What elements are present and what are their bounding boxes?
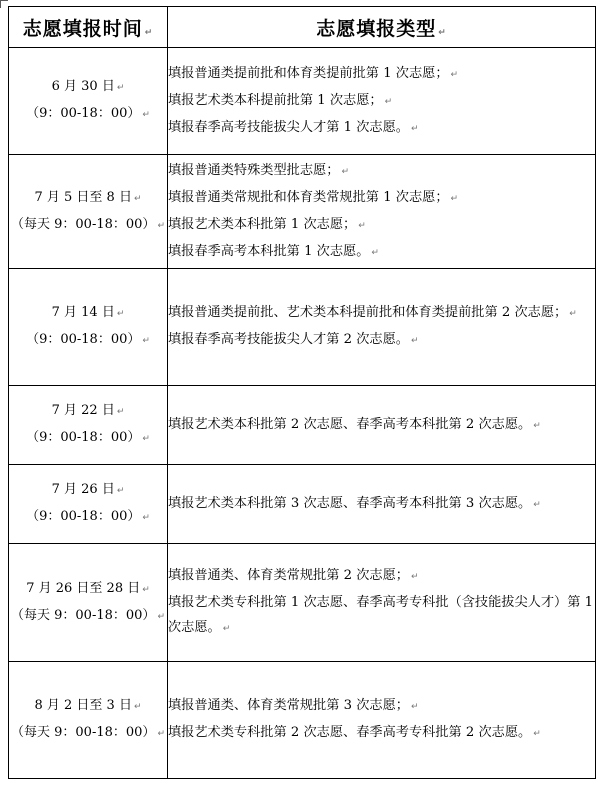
type-item: 填报艺术类专科批第 2 次志愿、春季高考专科批第 2 次志愿。 ↵ bbox=[168, 725, 541, 740]
type-item: 填报艺术类本科批第 3 次志愿、春季高考本科批第 3 次志愿。 ↵ bbox=[168, 495, 541, 511]
type-cell bbox=[168, 269, 596, 386]
date-text: 8 月 2 日至 3 日 ↵ bbox=[34, 698, 142, 713]
type-cell bbox=[168, 465, 596, 544]
hours-text: （每天 9：00-18：00） ↵ bbox=[11, 725, 165, 740]
time-cell bbox=[9, 48, 168, 155]
type-item: 填报春季高考技能拔尖人才第 2 次志愿。 ↵ bbox=[168, 332, 419, 347]
hours-text: （9：00-18：00） ↵ bbox=[26, 430, 150, 445]
time-cell bbox=[9, 465, 168, 544]
type-item: 填报普通类特殊类型批志愿； ↵ bbox=[168, 162, 349, 178]
header-type: 志愿填报类型 ↵ bbox=[168, 7, 596, 48]
date-text: 7 月 5 日至 8 日 ↵ bbox=[34, 189, 142, 205]
table-row bbox=[9, 662, 596, 779]
type-item: 填报普通类提前批、艺术类本科提前批和体育类提前批第 2 次志愿； ↵ bbox=[168, 305, 577, 320]
type-item: 填报艺术类本科批第 1 次志愿； ↵ bbox=[168, 216, 366, 232]
type-item: 填报春季高考本科批第 1 次志愿。 ↵ bbox=[168, 243, 379, 259]
table-row bbox=[9, 48, 596, 155]
type-cell bbox=[168, 48, 596, 155]
table-row bbox=[9, 544, 596, 662]
date-text: 7 月 14 日 ↵ bbox=[51, 305, 125, 320]
header-time: 志愿填报时间 ↵ bbox=[9, 7, 168, 48]
type-cell bbox=[168, 662, 596, 779]
time-cell bbox=[9, 544, 168, 662]
table-row bbox=[9, 465, 596, 544]
table-header-row bbox=[9, 7, 596, 48]
time-cell bbox=[9, 386, 168, 465]
table-row bbox=[9, 386, 596, 465]
type-item: 填报春季高考技能拔尖人才第 1 次志愿。 ↵ bbox=[168, 119, 419, 135]
type-item: 填报艺术类专科批第 1 次志愿、春季高考专科批（含技能拔尖人才）第 1 次志愿。 ↵ bbox=[168, 595, 593, 635]
date-text: 7 月 26 日至 28 日 ↵ bbox=[26, 580, 150, 596]
date-text: 7 月 22 日 ↵ bbox=[51, 403, 125, 418]
hours-text: （9：00-18：00） ↵ bbox=[26, 332, 150, 347]
time-cell bbox=[9, 662, 168, 779]
type-item: 填报艺术类本科提前批第 1 次志愿； ↵ bbox=[168, 92, 393, 108]
time-cell bbox=[9, 269, 168, 386]
document-corner-mark bbox=[0, 0, 8, 8]
type-cell bbox=[168, 544, 596, 662]
hours-text: （9：00-18：00） ↵ bbox=[26, 106, 150, 121]
type-item: 填报普通类提前批和体育类提前批第 1 次志愿； ↵ bbox=[168, 65, 459, 81]
hours-text: （每天 9：00-18：00） ↵ bbox=[11, 607, 165, 623]
table-row bbox=[9, 155, 596, 269]
type-item: 填报普通类、体育类常规批第 3 次志愿； ↵ bbox=[168, 698, 419, 713]
type-item: 填报艺术类本科批第 2 次志愿、春季高考本科批第 2 次志愿。 ↵ bbox=[168, 416, 541, 432]
type-cell bbox=[168, 155, 596, 269]
type-cell bbox=[168, 386, 596, 465]
table-row bbox=[9, 269, 596, 386]
date-text: 6 月 30 日 ↵ bbox=[51, 79, 125, 94]
hours-text: （9：00-18：00） ↵ bbox=[26, 509, 150, 524]
volunteer-schedule-table bbox=[8, 6, 596, 779]
type-item: 填报普通类、体育类常规批第 2 次志愿； ↵ bbox=[168, 568, 419, 583]
hours-text: （每天 9：00-18：00） ↵ bbox=[11, 216, 165, 232]
time-cell bbox=[9, 155, 168, 269]
type-item: 填报普通类常规批和体育类常规批第 1 次志愿； ↵ bbox=[168, 189, 459, 205]
date-text: 7 月 26 日 ↵ bbox=[51, 482, 125, 497]
